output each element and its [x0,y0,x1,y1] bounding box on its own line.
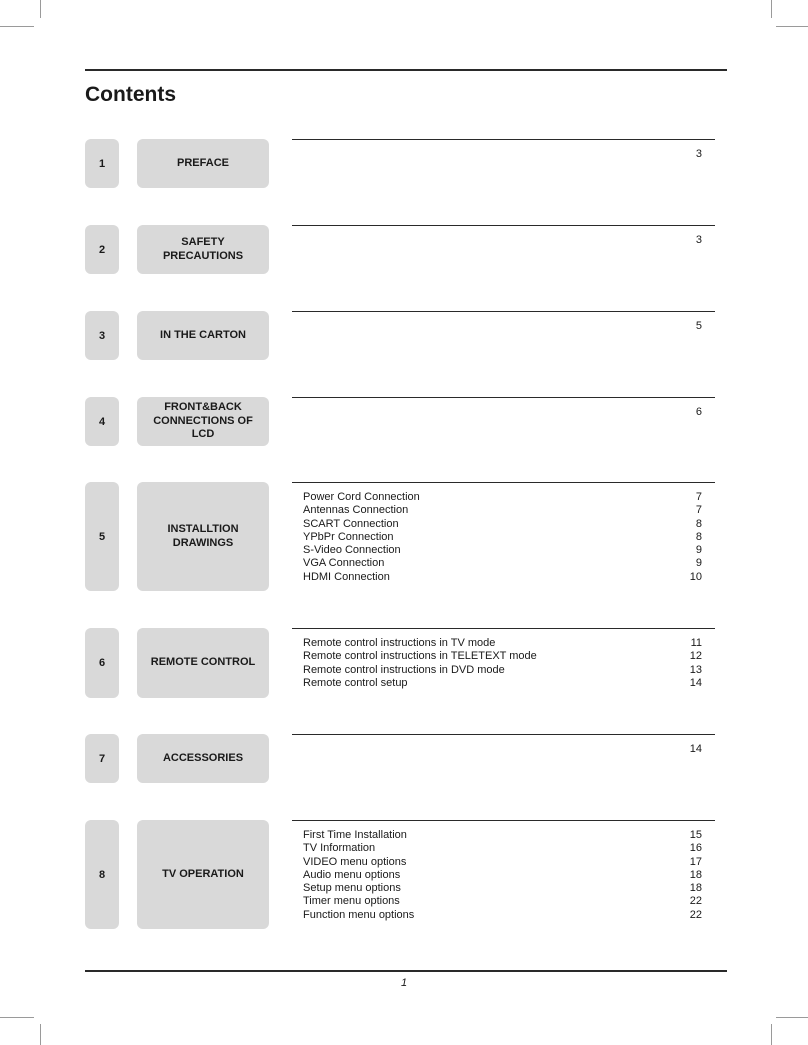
crop-mark [776,26,808,27]
toc-entry [292,637,715,650]
toc-section [85,139,715,188]
section-title: SAFETY PRECAUTIONS [137,225,269,274]
toc-section [85,225,715,274]
section-title: ACCESSORIES [137,734,269,783]
entry-page: 15 [689,829,702,841]
toc-entry [292,571,715,584]
top-rule [85,69,727,71]
entry-page: 6 [695,406,702,418]
entry-page: 3 [695,148,702,160]
entry-page: 22 [689,908,702,921]
toc-entry [292,743,715,756]
toc-entry [292,677,715,690]
entry-text: Setup menu options [303,882,401,895]
section-number: 1 [85,139,119,188]
entry-page: 7 [695,491,702,503]
toc-entry [292,320,715,333]
entry-page: 9 [695,557,702,570]
section-entries [292,734,715,756]
page-title: Contents [85,83,176,106]
entry-text: S-Video Connection [303,544,401,557]
entry-page: 11 [690,637,702,649]
toc-entry [292,148,715,161]
section-entries [292,139,715,161]
section-title: PREFACE [137,139,269,188]
crop-mark [40,1024,41,1045]
entry-page: 5 [695,320,702,332]
entry-text: TV Information [303,842,376,855]
toc-entry [292,557,715,570]
bottom-rule [85,970,727,972]
section-number: 2 [85,225,119,274]
entry-page: 10 [689,570,702,583]
entry-text: Remote control setup [303,676,408,689]
entry-text: HDMI Connection [303,570,390,583]
entry-page: 8 [695,530,702,543]
entry-text: Function menu options [303,908,415,921]
toc-entry [292,406,715,419]
toc-entry [292,544,715,557]
toc-entry [292,650,715,663]
toc-section [85,628,715,698]
entry-text: SCART Connection [303,517,399,530]
entry-text: First Time Installation [303,829,407,841]
section-entries [292,311,715,333]
section-title: FRONT&BACK CONNECTIONS OF LCD [137,397,269,446]
toc-section [85,482,715,591]
section-title: IN THE CARTON [137,311,269,360]
toc-section [85,397,715,446]
toc-entry [292,909,715,922]
toc-entry [292,531,715,544]
toc-entry [292,869,715,882]
entry-text: Remote control instructions in TELETEXT mode [303,650,537,663]
section-entries [292,628,715,690]
entry-page: 18 [689,882,702,895]
crop-mark [771,0,772,18]
section-number: 6 [85,628,119,698]
toc-section [85,311,715,360]
section-entries [292,482,715,584]
section-entries [292,225,715,247]
toc-entry [292,882,715,895]
section-title: TV OPERATION [137,820,269,929]
section-number: 3 [85,311,119,360]
toc-section [85,734,715,783]
toc-entry [292,842,715,855]
entry-text: VGA Connection [303,557,385,570]
crop-mark [40,0,41,18]
entry-page: 18 [689,868,702,881]
crop-mark [776,1017,808,1018]
crop-mark [0,26,34,27]
section-entries [292,397,715,419]
toc-entry [292,504,715,517]
entry-page: 9 [695,544,702,557]
entry-page: 7 [695,504,702,517]
toc-entry [292,856,715,869]
entry-page: 16 [689,842,702,855]
section-entries [292,820,715,922]
entry-page: 8 [695,517,702,530]
entry-text: YPbPr Connection [303,530,394,543]
entry-text: Remote control instructions in DVD mode [303,663,505,676]
entry-page: 17 [689,855,702,868]
section-number: 7 [85,734,119,783]
toc-entry [292,518,715,531]
page-number: 1 [400,977,408,989]
entry-text: Remote control instructions in TV mode [303,637,496,649]
entry-text: Audio menu options [303,868,401,881]
section-number: 5 [85,482,119,591]
entry-text: VIDEO menu options [303,855,407,868]
toc-entry [292,664,715,677]
toc-section [85,820,715,929]
toc-entry [292,895,715,908]
toc-entry [292,491,715,504]
crop-mark [0,1017,34,1018]
toc-entry [292,234,715,247]
entry-page: 12 [689,650,702,663]
entry-page: 13 [689,663,702,676]
entry-page: 22 [689,895,702,908]
entry-text: Power Cord Connection [303,491,420,503]
entry-page: 14 [689,676,702,689]
toc-entry [292,829,715,842]
entry-text: Antennas Connection [303,504,409,517]
crop-mark [771,1024,772,1045]
entry-page: 14 [689,743,702,755]
section-title: INSTALLTION DRAWINGS [137,482,269,591]
section-number: 8 [85,820,119,929]
section-title: REMOTE CONTROL [137,628,269,698]
entry-page: 3 [695,234,702,246]
entry-text: Timer menu options [303,895,400,908]
section-number: 4 [85,397,119,446]
